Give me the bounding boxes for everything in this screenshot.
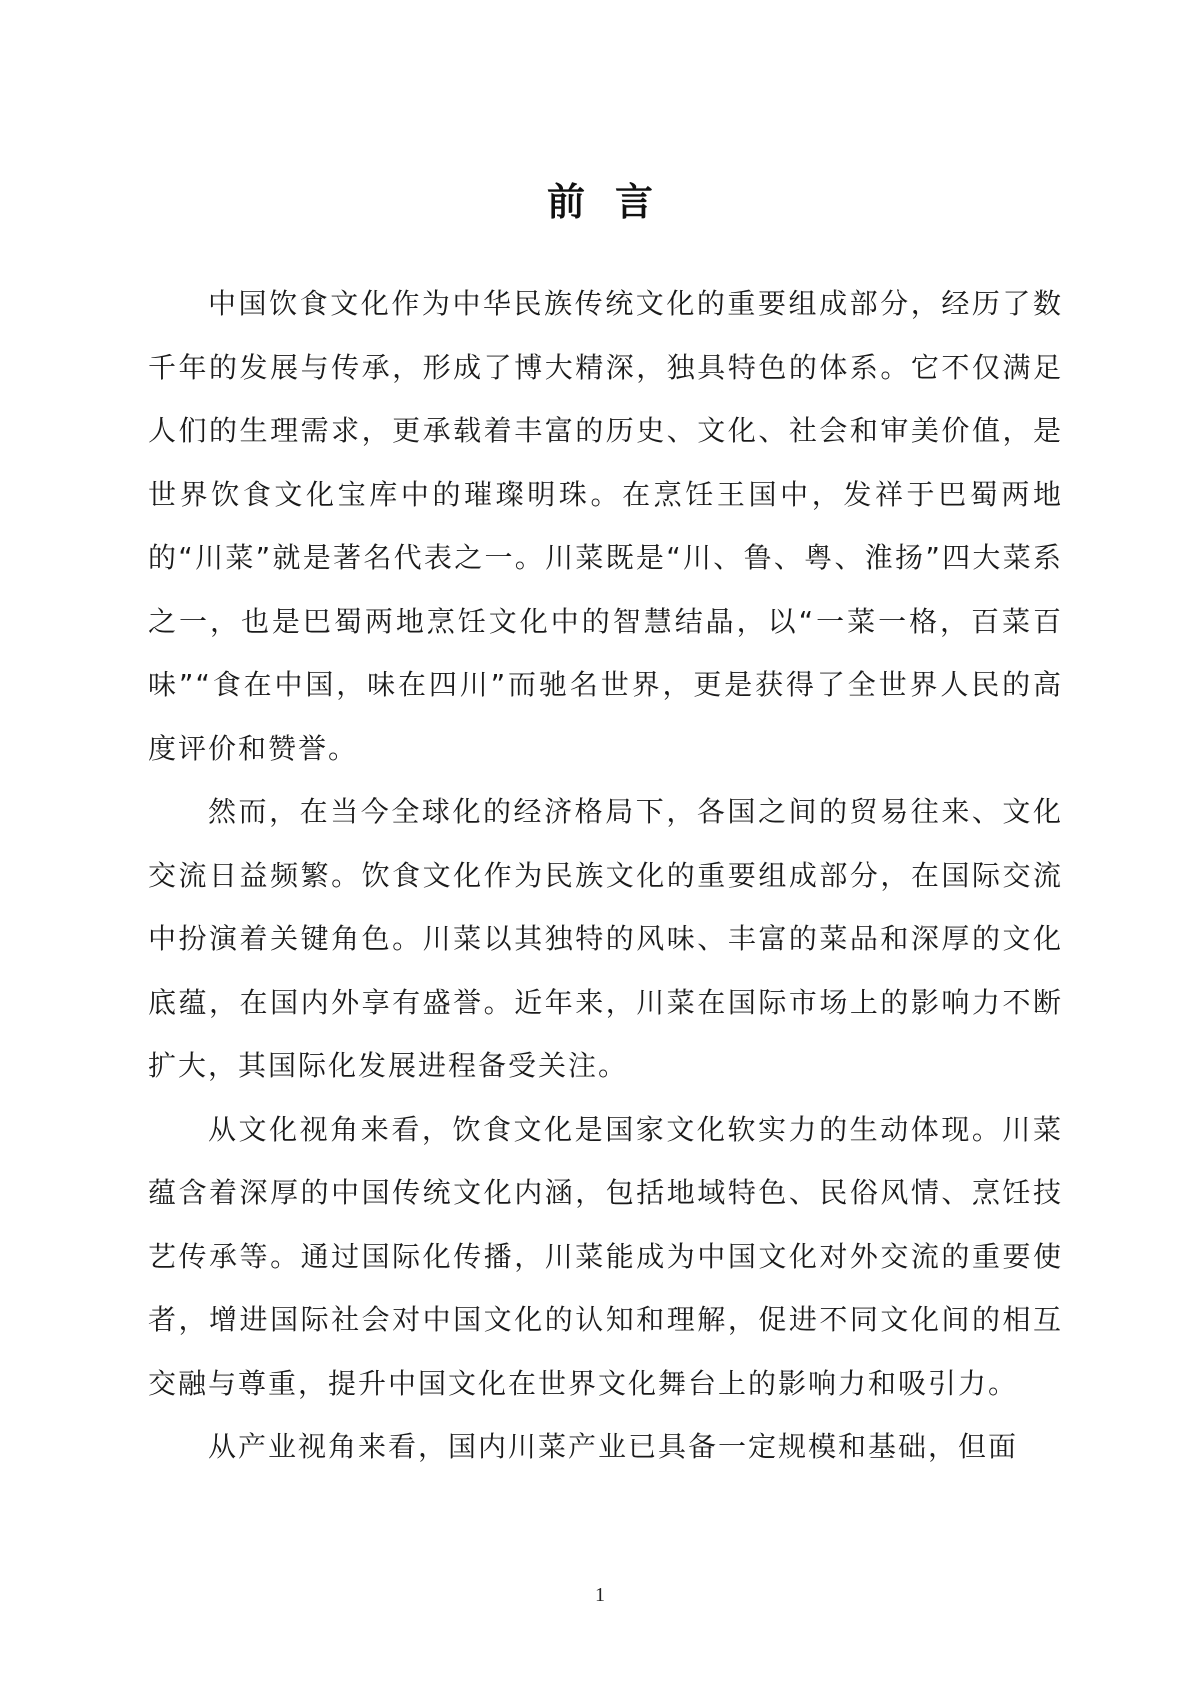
paragraph-1: 中国饮食文化作为中华民族传统文化的重要组成部分，经历了数千年的发展与传承，形成了博大精深，独具特色的体系。它不仅满足人们的生理需求，更承载着丰富的历史、文化、社会和审美价值，是世界饮食文化宝库中的璀璨明珠。在烹饪王国中，发祥于巴蜀两地的“川菜”就是著名代表之一。川菜既是“川、鲁、粤、淮扬”四大菜系之一，也是巴蜀两地烹饪文化中的智慧结晶，以“一菜一格，百菜百味”“食在中国，味在四川”而驰名世界，更是获得了全世界人民的高度评价和赞誉。 xyxy=(148,287,1063,765)
body-text xyxy=(148,272,1063,1479)
paragraph-3: 从文化视角来看，饮食文化是国家文化软实力的生动体现。川菜蕴含着深厚的中国传统文化内涵，包括地域特色、民俗风情、烹饪技艺传承等。通过国际化传播，川菜能成为中国文化对外交流的重要使者，增进国际社会对中国文化的认知和理解，促进不同文化间的相互交融与尊重，提升中国文化在世界文化舞台上的影响力和吸引力。 xyxy=(148,1112,1063,1400)
page-title: 前言 xyxy=(546,180,683,224)
paragraph-4: 从产业视角来看，国内川菜产业已具备一定规模和基础，但面 xyxy=(208,1430,1019,1463)
paragraph-2: 然而，在当今全球化的经济格局下，各国之间的贸易往来、文化交流日益频繁。饮食文化作为民族文化的重要组成部分，在国际交流中扮演着关键角色。川菜以其独特的风味、丰富的菜品和深厚的文化底蕴，在国内外享有盛誉。近年来，川菜在国际市场上的影响力不断扩大，其国际化发展进程备受关注。 xyxy=(148,795,1063,1082)
page-number: 1 xyxy=(595,1584,605,1606)
